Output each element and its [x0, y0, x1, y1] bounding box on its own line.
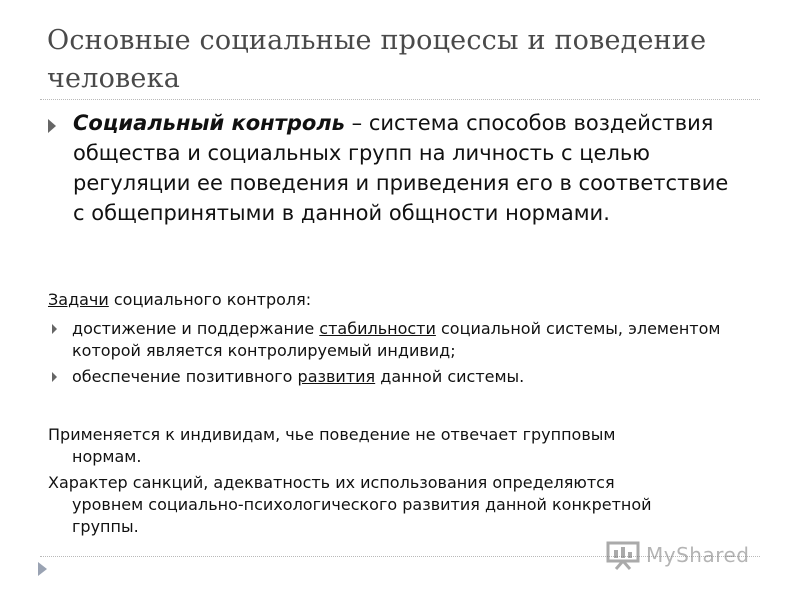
list-item-text-underlined: стабильности [319, 319, 436, 338]
title-divider [40, 99, 760, 100]
paragraph-line: группы. [72, 517, 139, 536]
list-item [48, 318, 748, 362]
slide-arrow-icon [38, 562, 47, 576]
paragraph-line: Характер санкций, адекватность их использования определяются [48, 473, 615, 492]
paragraph-line: Применяется к индивидам, чье поведение не отвечает групповым [48, 425, 616, 444]
paragraph-sanctions [48, 472, 748, 538]
triangle-bullet-icon [48, 119, 56, 133]
list-item-text-before: обеспечение позитивного [72, 367, 298, 386]
tasks-heading [48, 289, 748, 311]
list-item-text-after: данной системы. [375, 367, 525, 386]
definition-text [73, 108, 738, 228]
list-item [48, 366, 748, 388]
triangle-bullet-icon [52, 324, 57, 334]
slide-title: Основные социальные процессы и поведение человека [47, 25, 707, 94]
list-item-text-before: достижение и поддержание [72, 319, 320, 338]
list-item-text-underlined: развития [297, 367, 376, 386]
triangle-bullet-icon [52, 372, 57, 382]
main-definition [48, 108, 738, 228]
paragraph-line: уровнем социально-психологического развития данной конкретной [72, 495, 652, 514]
list-item-text [72, 366, 748, 388]
definition-term: Социальный контроль [73, 111, 345, 135]
definition-body: – система способов воздействия общества и социальных групп на личность с целью регуляции ее поведения и приведения его в соответствие с общепринятыми в данной общности нормами. [73, 111, 729, 225]
list-item-text-after: социальной системы, элементом которой является контролируемый индивид; [72, 319, 721, 360]
watermark [606, 538, 750, 572]
paragraph-application [48, 424, 748, 468]
list-item-text [72, 318, 748, 362]
tasks-heading-underlined: Задачи [48, 290, 109, 309]
tasks-heading-rest: социального контроля: [108, 290, 312, 309]
watermark-text: MyShared [646, 543, 750, 567]
presentation-board-icon [606, 540, 640, 570]
paragraph-line: нормам. [72, 447, 142, 466]
